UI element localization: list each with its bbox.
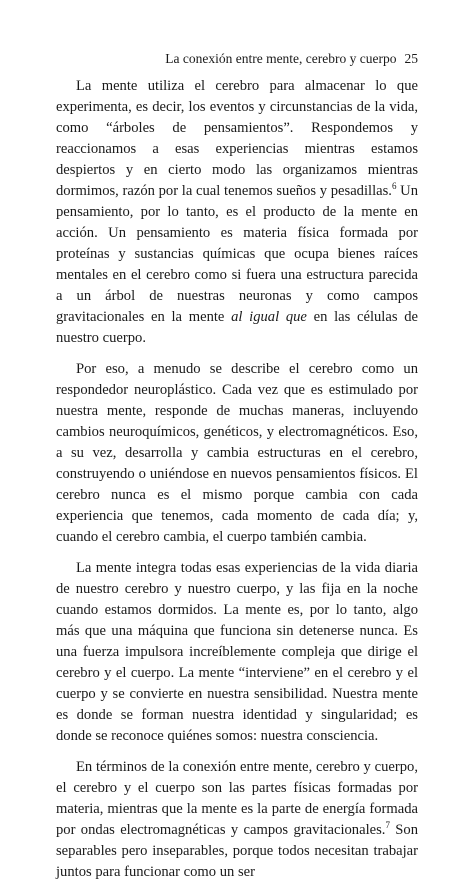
paragraph-3: La mente integra todas esas experiencias de la vida diaria de nuestro cerebro y nuestro cuerpo, y las fija en la noche cuando estamos dormidos. La mente es, por lo tanto, algo más que una máquina que funciona sin detenerse nunca. Es una fuerza impulsora increíblemente compleja que dirige el cerebro y el cuerpo. La mente “interviene” en el cerebro y el cuerpo y se convierte en nuestra sensibilidad. Nuestra mente es donde se forman nuestra identidad y singularidad; es donde se reconoce quiénes somos: nuestra consciencia. <box>56 560 418 744</box>
paragraph-4-text-b: Son separables pero inseparables, porque todos necesitan trabajar juntos para funcionar como un ser <box>56 822 418 880</box>
footnote-ref-6[interactable]: 6 <box>391 181 397 192</box>
running-head <box>0 51 418 67</box>
paragraph-1-text-d: en las células de nuestro cuerpo. <box>56 309 418 346</box>
paragraph-4 <box>56 757 418 883</box>
paragraph-4-text-a: En términos de la conexión entre mente, cerebro y cuerpo, el cerebro y el cuerpo son las partes físicas formadas por materia, mientras que la mente es la parte de energía formada por ondas electromagnéticas y campos gravitacionales. <box>56 759 418 838</box>
paragraph-1 <box>56 76 418 349</box>
paragraph-2: Por eso, a menudo se describe el cerebro como un respondedor neuroplástico. Cada vez que es estimulado por nuestra mente, responde de muchas maneras, incluyendo cambios neuroquímicos, genéticos, y electromagnéticos. Eso, a su vez, desarrolla y cambia estructuras en el cerebro, construyendo o uniéndose en nuevos pensamientos físicos. El cerebro nunca es el mismo porque cambia con cada experiencia que tenemos, cada momento de cada día; y, cuando el cerebro cambia, el cuerpo también cambia. <box>56 361 418 545</box>
running-title: La conexión entre mente, cerebro y cuerpo <box>165 51 397 66</box>
paragraph-1-text-a: La mente utiliza el cerebro para almacenar lo que experimenta, es decir, los eventos y circunstancias de la vida, como “árboles de pensamientos”. Respondemos y reaccionamos a esas experiencias mientras estamos despiertos y en cierto modo las organizamos mientras dormimos, razón por la cual tenemos sueños y pesadillas. <box>56 78 418 199</box>
paragraph-1-italic: al igual que <box>231 309 307 325</box>
body-text <box>56 76 418 893</box>
page-number: 25 <box>404 51 418 66</box>
footnote-ref-7[interactable]: 7 <box>385 820 390 831</box>
paragraph-1-text-b: Un pensamiento, por lo tanto, es el producto de la mente en acción. Un pensamiento es materia física formada por proteínas y sustancias químicas que ocupa bienes raíces mentales en el cerebro como si fuera una estructura parecida a un árbol de nuestras neuronas y como campos gravitacionales en la mente <box>56 183 418 325</box>
